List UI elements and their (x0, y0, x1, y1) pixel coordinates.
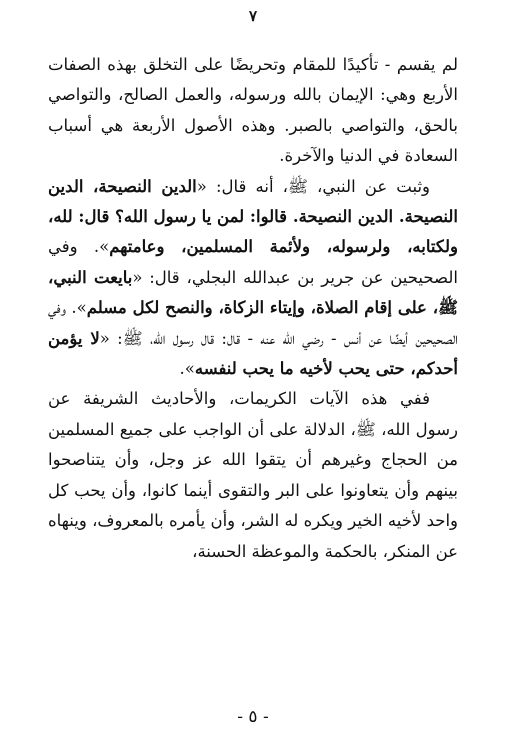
page-number: - ٥ - (237, 707, 269, 727)
text-run: ». (179, 359, 195, 379)
text-run: ». وفي الصحيحين عن جرير بن عبدالله البجلي، قال: « (48, 237, 458, 287)
hadith-quote: الدين النصيحة، الدين النصيحة. الدين النصيحة. قالوا: لمن يا رسول الله؟ قال: لله، ولكتابه، ولرسوله، ولأئمة المسلمين، وعامتهم (48, 176, 458, 257)
paragraph (48, 50, 458, 172)
hadith-quote: بايعت النبي، ﷺ، على إقام الصلاة، وإيتاء الزكاة، والنصح لكل مسلم (48, 267, 458, 318)
section-marker: ٧ (248, 7, 258, 25)
text-run: ففي هذه الآيات الكريمات، والأحاديث الشريفة عن رسول الله، ﷺ، الدلالة على أن الواجب على جميع المسلمين من الحجاج وغيرهم أن يتقوا الله عز وجل، وأن يتناصحوا بينهم وأن يتعاونوا على البر والتقوى أينما كانوا، وأن يحب كل واحد لأخيه الخير ويكره له الشر، وأن يأمره بالمعروف، وينهاه عن المنكر، بالحكمة والموعظة الحسنة، (48, 389, 458, 561)
text-run: لم يقسم - تأكيدًا للمقام وتحريضًا على التخلق بهذه الصفات الأربع وهي: الإيمان بالله ورسوله، والعمل الصالح، والتواصي بالحق، والتواصي بالصبر. وهذه الأصول الأربعة هي أسباب السعادة في الدنيا والآخرة. (48, 55, 458, 166)
hadith-quote: لا يؤمن أحدكم، حتى يحب لأخيه ما يحب لنفسه (48, 328, 458, 379)
paragraph (48, 172, 458, 385)
text-run: ». وفي الصحيحين أيضًا عن أنس - رضي الله عنه - قال: قال رسول الله، ﷺ: « (48, 298, 459, 348)
page-body-text (48, 50, 458, 567)
paragraph (48, 384, 458, 566)
text-run: وثبت عن النبي، ﷺ، أنه قال: « (196, 176, 430, 196)
